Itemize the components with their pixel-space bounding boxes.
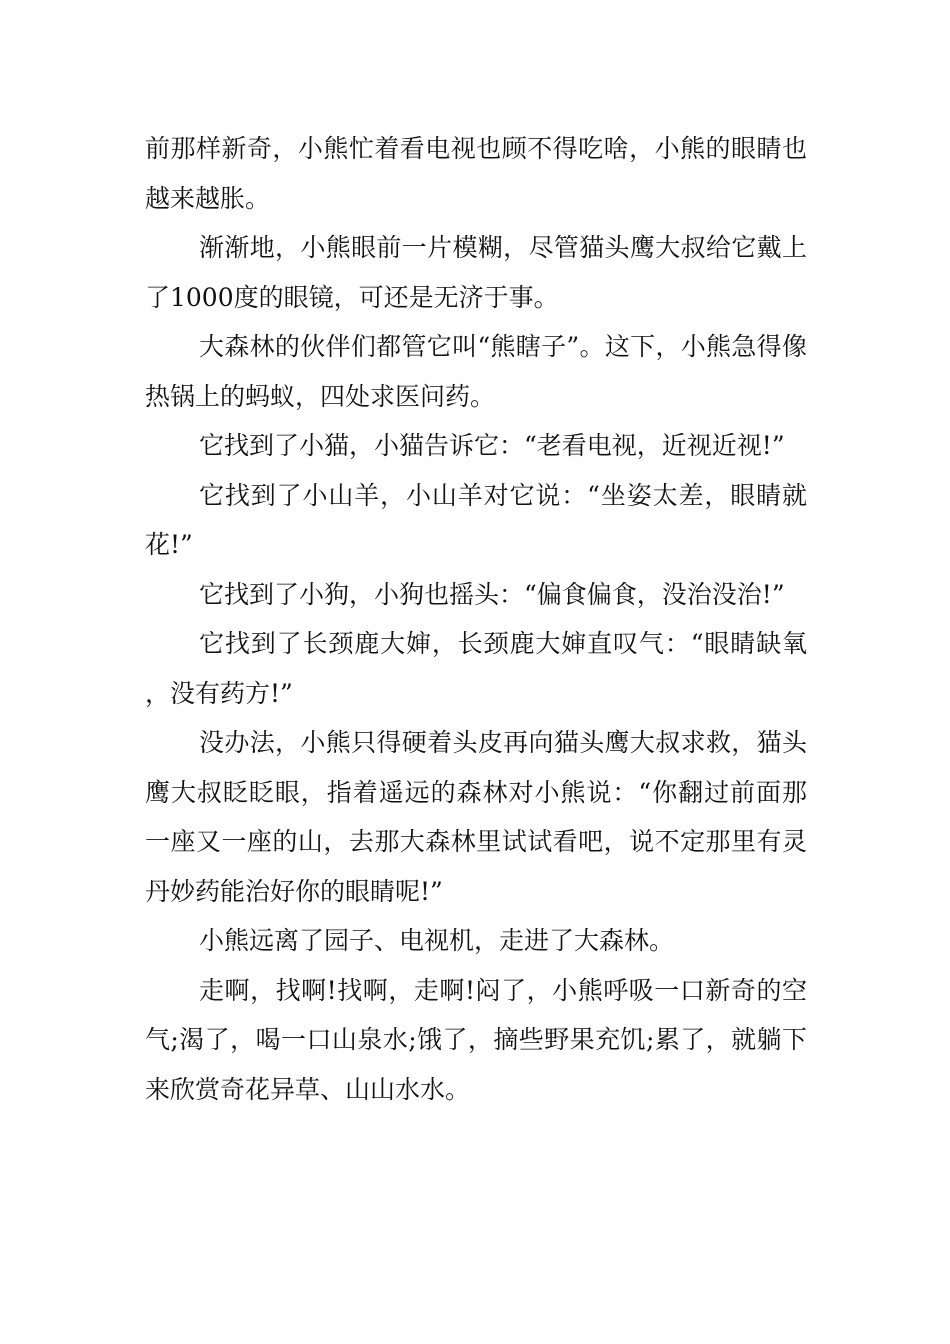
paragraph-3: 大森林的伙伴们都管它叫“熊瞎子”。这下，小熊急得像热锅上的蚂蚁，四处求医问药。 <box>145 332 807 411</box>
paragraph-5: 它找到了小山羊，小山羊对它说：“坐姿太差，眼睛就花!” <box>145 480 807 559</box>
paragraph-8: 没办法，小熊只得硬着头皮再向猫头鹰大叔求救，猫头鹰大叔眨眨眼，指着遥远的森林对小熊说：“你翻过前面那一座又一座的山，去那大森林里试试看吧，说不定那里有灵丹妙药能治好你的眼睛呢!” <box>145 728 807 906</box>
paragraph-4: 它找到了小猫，小猫告诉它：“老看电视，近视近视!” <box>199 431 785 460</box>
paragraph-2: 渐渐地，小熊眼前一片模糊，尽管猫头鹰大叔给它戴上了1000度的眼镜，可还是无济于事。 <box>145 233 807 312</box>
document-body <box>145 124 807 1114</box>
paragraph-7: 它找到了长颈鹿大婶，长颈鹿大婶直叹气：“眼睛缺氧，没有药方!” <box>145 629 807 708</box>
paragraph-10: 走啊，找啊!找啊，走啊!闷了，小熊呼吸一口新奇的空气;渴了，喝一口山泉水;饿了，摘些野果充饥;累了，就躺下来欣赏奇花异草、山山水水。 <box>145 975 807 1104</box>
paragraph-9: 小熊远离了园子、电视机，走进了大森林。 <box>199 926 675 955</box>
paragraph-6: 它找到了小狗，小狗也摇头：“偏食偏食，没治没治!” <box>199 579 785 609</box>
paragraph-1: 前那样新奇，小熊忙着看电视也顾不得吃啥，小熊的眼睛也越来越胀。 <box>145 134 807 213</box>
